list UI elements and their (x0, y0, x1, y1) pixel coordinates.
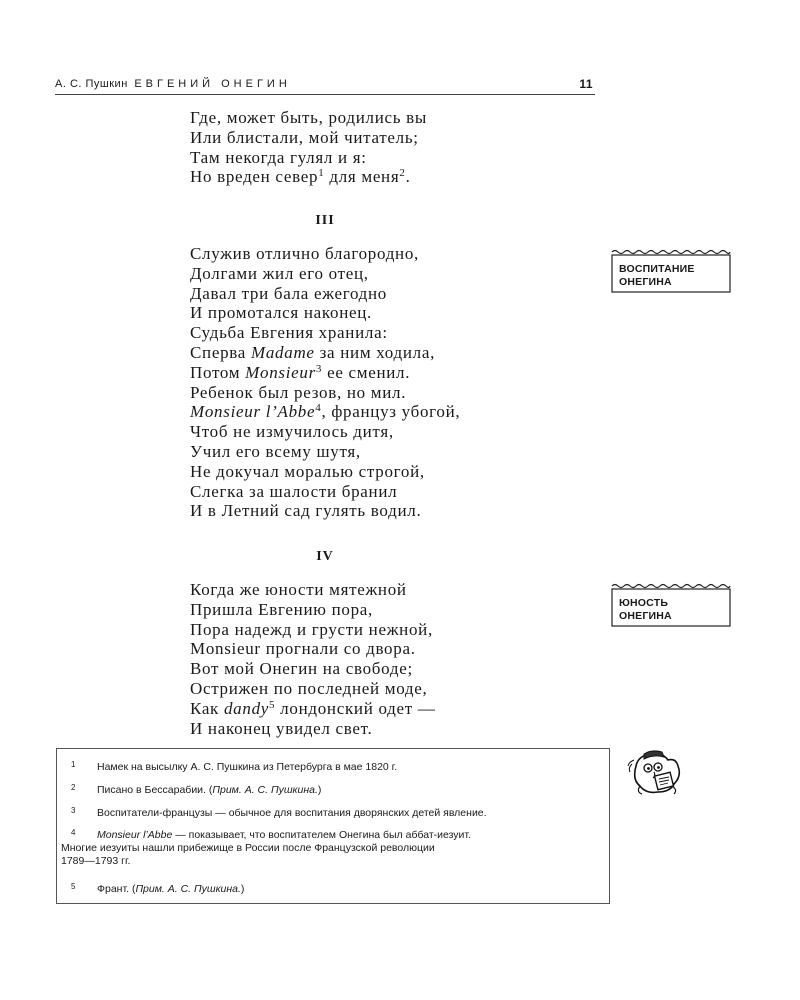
footnote-2 (61, 784, 597, 797)
header-left (55, 78, 291, 90)
margin-note-line: ОНЕГИНА (619, 610, 672, 622)
verse-line: Не докучал моралью строгой, (190, 461, 425, 481)
footnote-text: Воспитатели-французы — обычное для воспитания дворянских детей явление. (97, 807, 487, 819)
verse-line: Где, может быть, родились вы (190, 108, 428, 127)
page-number: 11 (579, 77, 593, 91)
footnote-number: 1 (71, 760, 76, 769)
verse-line (190, 402, 460, 422)
verse-line: Служив отлично благородно, (190, 244, 419, 263)
verse-line: Острижен по последней моде, (190, 678, 428, 698)
verse-italic: Monsieur (245, 362, 316, 382)
verse-text: ее сменил. (322, 362, 411, 382)
verse-line: Или блистали, мой читатель; (190, 127, 419, 147)
verse-text: лондонский одет — (275, 698, 436, 718)
footnote-italic: Прим. А. С. Пушкина. (135, 883, 241, 895)
footnote-ref-3: 3 (315, 362, 323, 375)
footnote-1 (61, 761, 597, 774)
footnote-text (61, 883, 597, 896)
verse-line: И промотался наконец. (190, 303, 372, 323)
margin-note-line: ЮНОСТЬ (619, 597, 669, 609)
footnote-4 (61, 829, 597, 868)
verse-line: Там некогда гулял и я: (190, 147, 367, 167)
stanza-3 (190, 244, 460, 521)
verse-text: Сперва (190, 342, 251, 362)
verse-italic: dandy (223, 698, 270, 718)
stanza-number-3: III (315, 213, 335, 228)
margin-note-line: ВОСПИТАНИЕ (619, 263, 695, 275)
stanza-number-4: IV (316, 549, 334, 564)
verse-line: Судьба Евгения хранила: (190, 323, 388, 343)
verse-line: Пора надежд и грусти нежной, (190, 619, 433, 639)
verse-line (190, 699, 436, 719)
footnote-italic: Monsieur l’Abbe (97, 829, 173, 841)
verse-line: Пришла Евгению пора, (190, 599, 373, 619)
verse-line: Чтоб не измучилось дитя, (190, 422, 394, 442)
margin-note-line: ОНЕГИНА (619, 276, 672, 288)
stanza-4 (190, 580, 436, 738)
verse-line: Ребенок был резов, но мил. (190, 382, 407, 402)
margin-note-youth (611, 582, 731, 626)
verse-italic: Madame (250, 342, 315, 362)
footnote-text-part: Писано в Бессарабии. ( (97, 784, 213, 796)
verse-line: Давал три бала ежегодно (190, 283, 387, 303)
footnote-number: 2 (71, 783, 76, 792)
reading-character-icon (626, 748, 686, 796)
footnote-text-part: ) (240, 883, 245, 895)
verse-line (190, 363, 460, 383)
verse-text: Потом (190, 362, 246, 382)
verse-text: . (405, 167, 411, 187)
footnote-text (61, 784, 597, 797)
footnote-text-part: — показывает, что воспитателем Онегина был аббат-иезуит. (172, 829, 471, 841)
running-header (55, 76, 595, 95)
footnote-ref-2: 2 (399, 167, 406, 180)
verse-line (190, 167, 427, 187)
footnote-number: 4 (71, 828, 76, 837)
footnote-ref-5: 5 (269, 698, 276, 711)
footnote-text-part: Франт. ( (97, 883, 136, 895)
verse-line: Monsieur прогнали со двора. (190, 639, 416, 659)
verse-line (190, 343, 460, 363)
verse-line: Учил его всему шутя, (190, 441, 361, 461)
verse-line: Слегка за шалости бранил (190, 481, 398, 501)
verse-italic: Monsieur l’Abbe (190, 402, 316, 422)
footnote-number: 5 (71, 882, 76, 891)
verse-line: И наконец увидел свет. (190, 718, 373, 738)
footnotes-box (56, 748, 610, 904)
header-author: А. С. Пушкин (55, 78, 128, 90)
footnote-ref-4: 4 (315, 402, 322, 415)
footnote-ref-1: 1 (318, 167, 325, 180)
verse-text: Но вреден север (190, 167, 319, 187)
verse-line: И в Летний сад гулять водил. (190, 501, 422, 521)
footnote-text: 1789—1793 гг. (61, 855, 131, 867)
verse-line: Вот мой Онегин на свободе; (190, 659, 413, 679)
header-title: ЕВГЕНИЙ ОНЕГИН (134, 78, 291, 90)
stanza-top (190, 108, 427, 187)
footnote-text (61, 829, 597, 842)
verse-text: , француз убогой, (321, 402, 461, 422)
margin-note-text (619, 263, 695, 289)
margin-note-upbringing (611, 248, 731, 292)
footnote-text: Многие иезуиты нашли прибежище в России после Французской революции (61, 842, 435, 854)
footnote-3 (61, 807, 597, 820)
verse-line: Долгами жил его отец, (190, 263, 369, 283)
verse-line: Когда же юности мятежной (190, 580, 407, 599)
verse-text: для меня (324, 167, 400, 187)
footnote-5 (61, 883, 597, 896)
footnote-number: 3 (71, 806, 76, 815)
footnote-text: Намек на высылку А. С. Пушкина из Петербурга в мае 1820 г. (97, 761, 398, 773)
footnote-text-part: ) (317, 784, 322, 796)
footnote-italic: Прим. А. С. Пушкина. (212, 784, 318, 796)
verse-text: Как (190, 698, 224, 718)
margin-note-text (619, 597, 672, 623)
verse-text: за ним ходила, (314, 342, 436, 362)
